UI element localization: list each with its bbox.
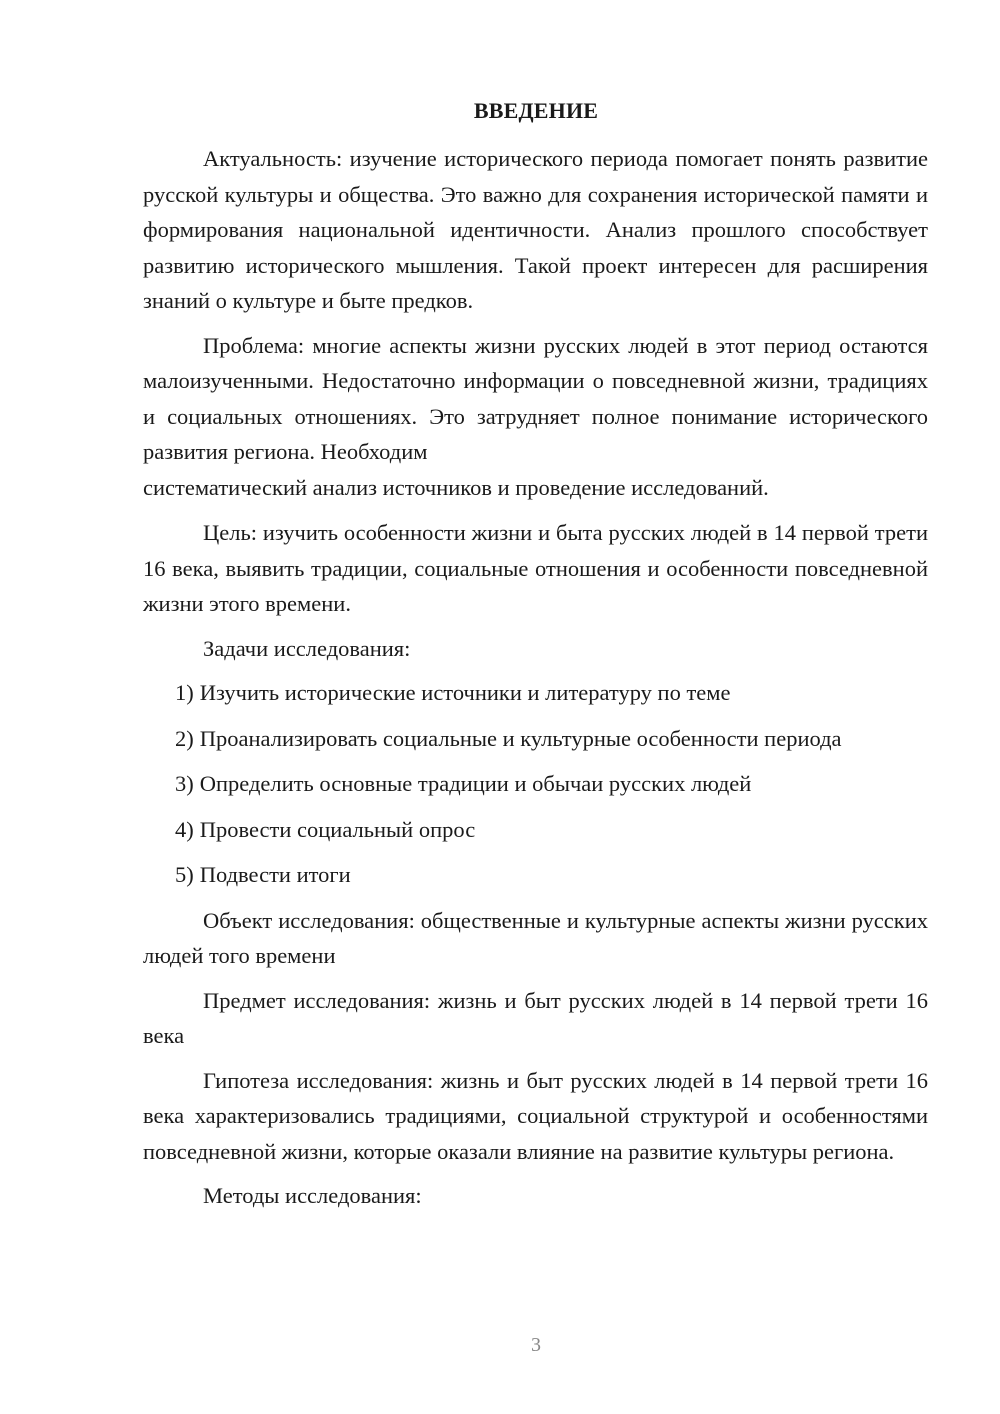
list-item-number: 4) — [175, 816, 194, 842]
problem-text-main: Проблема: многие аспекты жизни русских людей в этот период остаются малоизученными. Недостаточно информации о повседневной жизни, традициях и социальных отношениях. Это затрудняет полное понимание исторического развития региона. Необходим — [143, 332, 928, 464]
list-item — [143, 857, 928, 893]
document-body — [143, 141, 928, 1223]
list-item — [143, 812, 928, 848]
hypothesis-paragraph: Гипотеза исследования: жизнь и быт русских людей в 14 первой трети 16 века характеризовались традициями, социальной структурой и особенностями повседневной жизни, которые оказали влияние на развитие культуры региона. — [143, 1067, 928, 1164]
methods-heading: Методы исследования: — [203, 1183, 422, 1208]
page-title: ВВЕДЕНИЕ — [473, 98, 599, 123]
list-item — [143, 675, 928, 711]
list-item-text: Подвести итоги — [199, 862, 351, 887]
problem-paragraph — [143, 328, 928, 506]
tasks-list — [143, 675, 928, 893]
page-number: 3 — [531, 1334, 541, 1356]
list-item-text: Изучить исторические источники и литературу по теме — [199, 680, 731, 705]
list-item-text: Провести социальный опрос — [199, 816, 476, 842]
subject-paragraph: Предмет исследования: жизнь и быт русских людей в 14 первой трети 16 века — [143, 987, 928, 1048]
list-item-number: 3) — [175, 771, 194, 796]
goal-paragraph: Цель: изучить особенности жизни и быта русских людей в 14 первой трети 16 века, выявить традиции, социальные отношения и особенности повседневной жизни этого времени. — [143, 520, 928, 616]
list-item-number: 1) — [175, 680, 194, 705]
list-item-text: Проанализировать социальные и культурные особенности периода — [199, 725, 842, 751]
relevance-paragraph: Актуальность: изучение исторического периода помогает понять развитие русской культуры и общества. Это важно для сохранения исторической памяти и формирования национальной идентичности. Анализ прошлого способствует развитию исторического мышления. Такой проект интересен для расширения знаний о культуре и быте предков. — [143, 146, 928, 313]
list-item-number: 5) — [175, 862, 194, 887]
tasks-heading: Задачи исследования: — [203, 635, 411, 661]
list-item — [143, 721, 928, 757]
list-item-number: 2) — [175, 725, 194, 751]
problem-text-end: систематический анализ источников и проведение исследований. — [143, 474, 769, 500]
list-item — [143, 766, 928, 802]
list-item-text: Определить основные традиции и обычаи русских людей — [199, 771, 752, 796]
object-paragraph: Объект исследования: общественные и культурные аспекты жизни русских людей того времени — [143, 907, 928, 968]
